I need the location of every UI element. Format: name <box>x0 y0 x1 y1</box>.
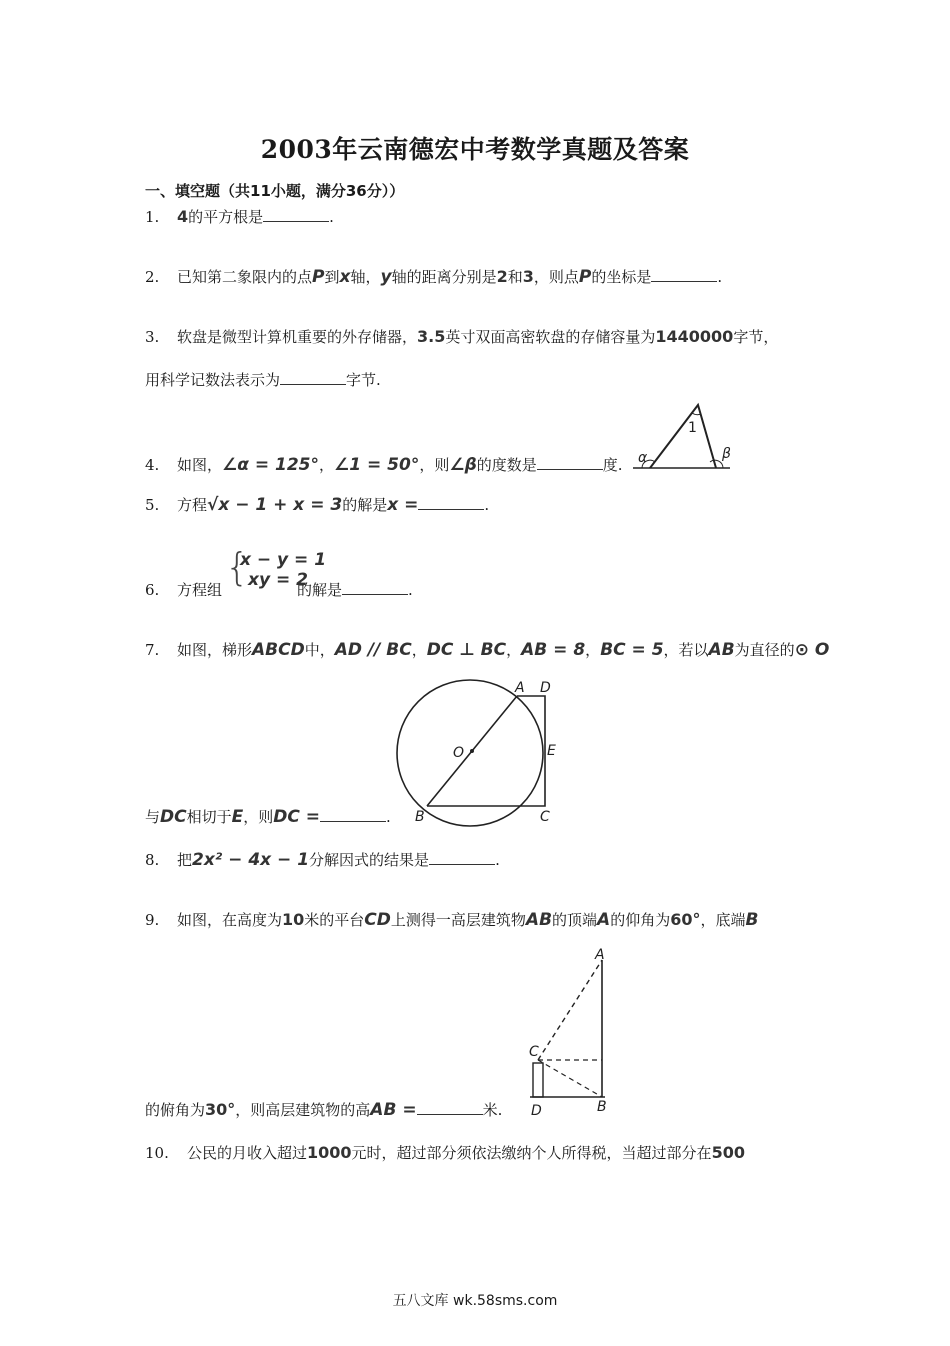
question-text: 方程组 <box>177 581 223 599</box>
question-2 <box>145 267 722 287</box>
math: BC = 5 <box>600 640 664 660</box>
math: 10 <box>282 910 305 929</box>
question-text: ， <box>506 641 522 659</box>
question-text: 英寸双面高密软盘的存储容量为 <box>445 328 656 346</box>
triangle <box>650 405 716 468</box>
question-text: 的仰角为 <box>610 911 671 929</box>
math: 1000 <box>307 1143 352 1162</box>
question-text: . <box>484 496 490 514</box>
question-text: 的坐标是 <box>591 268 652 286</box>
question-text: . <box>495 851 500 869</box>
question-text: 如图，在高度为 <box>177 911 283 929</box>
question-number: 9. <box>145 911 160 929</box>
math: E <box>231 807 244 827</box>
question-text: 轴， <box>350 268 381 286</box>
question-text: . <box>717 268 723 286</box>
question-text: 相切于 <box>186 808 232 826</box>
question-text: 元时，超过部分须依法缴纳个人所得税，当超过部分在 <box>351 1144 712 1162</box>
question-number: 10. <box>145 1144 169 1162</box>
line-of-sight-up <box>538 960 602 1060</box>
math: DC = <box>273 807 321 827</box>
label-1: 1 <box>688 420 697 436</box>
answer-blank <box>418 495 484 510</box>
question-number: 2. <box>145 268 160 286</box>
math: ∠1 = 50° <box>334 455 420 475</box>
triangle-figure <box>630 400 735 475</box>
math: AB = <box>370 1100 417 1120</box>
answer-blank <box>263 207 329 222</box>
line-of-sight-down <box>538 1060 602 1097</box>
question-text: ，则高层建筑物的高 <box>235 1101 371 1119</box>
question-text: ，则点 <box>533 268 579 286</box>
footer-watermark: 五八文库 wk.58sms.com <box>392 1293 558 1309</box>
label-beta: β <box>722 446 731 462</box>
question-text: . <box>386 808 391 826</box>
question-text: 度. <box>602 456 623 474</box>
math: B <box>745 910 759 930</box>
question-number: 5. <box>145 496 160 514</box>
question-text: ，则 <box>419 456 450 474</box>
label-alpha: α <box>638 450 648 466</box>
question-text: 字节， <box>733 328 779 346</box>
math: ∠β <box>449 455 477 475</box>
math: A <box>597 910 611 930</box>
platform-cd <box>533 1063 543 1097</box>
question-number: 7. <box>145 641 160 659</box>
math: 2 <box>496 267 508 286</box>
question-text: 的顶端 <box>552 911 598 929</box>
answer-blank <box>429 850 495 865</box>
math: y <box>380 267 392 287</box>
answer-blank <box>320 807 386 822</box>
question-text: 轴的距离分别是 <box>391 268 497 286</box>
label-b: B <box>415 809 425 825</box>
math: 4 <box>177 207 189 226</box>
label-a: A <box>595 947 605 963</box>
math: 3 <box>522 267 534 286</box>
question-text: ， <box>319 456 335 474</box>
question-text: ，底端 <box>700 911 746 929</box>
question-9 <box>145 910 758 930</box>
question-text: 字节. <box>346 371 381 389</box>
question-text: 中， <box>304 641 335 659</box>
answer-blank <box>342 580 408 595</box>
question-text: 上测得一高层建筑物 <box>390 911 526 929</box>
question-number: 1. <box>145 208 160 226</box>
answer-blank <box>280 370 346 385</box>
question-text: 的解是 <box>297 581 343 599</box>
question-text: ，若以 <box>663 641 709 659</box>
math: 500 <box>711 1143 745 1162</box>
question-4 <box>145 455 623 475</box>
math: 1440000 <box>655 327 734 346</box>
answer-blank <box>537 455 603 470</box>
question-text: 的俯角为 <box>145 1101 206 1119</box>
question-number: 3. <box>145 328 160 346</box>
math: P <box>312 267 325 287</box>
question-1 <box>145 207 334 227</box>
question-text: 如图，梯形 <box>177 641 253 659</box>
question-9-line-2 <box>145 1100 502 1120</box>
math: AD // BC <box>334 640 412 660</box>
question-text: 公民的月收入超过 <box>187 1144 308 1162</box>
math: AB <box>708 640 735 660</box>
question-text: 把 <box>177 851 193 869</box>
question-10 <box>145 1143 745 1163</box>
label-e: E <box>547 743 556 759</box>
question-text: ， <box>585 641 601 659</box>
question-text: 米. <box>482 1101 503 1119</box>
question-text: . <box>408 581 413 599</box>
brace: { <box>225 545 250 589</box>
center-point <box>470 749 474 753</box>
answer-blank <box>417 1100 483 1115</box>
math: AB <box>525 910 553 930</box>
question-number: 8. <box>145 851 160 869</box>
question-number: 6. <box>145 581 160 599</box>
question-text: 到 <box>324 268 340 286</box>
question-number: 4. <box>145 456 160 474</box>
label-o: O <box>453 745 465 761</box>
label-b: B <box>597 1099 607 1115</box>
question-text: 为直径的 <box>734 641 795 659</box>
math: ABCD <box>252 640 305 660</box>
question-text: 和 <box>507 268 523 286</box>
math: 60° <box>670 910 701 929</box>
math: √x − 1 + x = 3 <box>207 495 343 515</box>
question-text: 用科学记数法表示为 <box>145 371 281 389</box>
question-text: 方程 <box>177 496 208 514</box>
label-c: C <box>540 809 550 825</box>
trapezoid <box>427 696 545 806</box>
building-figure <box>525 945 615 1120</box>
math: DC <box>160 807 187 827</box>
question-text: 的度数是 <box>476 456 537 474</box>
question-text: 的解是 <box>342 496 388 514</box>
equation-1: x − y = 1 <box>240 550 327 570</box>
question-text: 米的平台 <box>304 911 365 929</box>
math: CD <box>364 910 391 930</box>
question-text: ，则 <box>243 808 274 826</box>
math: P <box>578 267 592 287</box>
question-7-line-2 <box>145 807 391 827</box>
label-d: D <box>531 1103 542 1119</box>
math: x <box>339 267 351 287</box>
question-text: 分解因式的结果是 <box>309 851 430 869</box>
math: ⊙ O <box>794 640 830 660</box>
question-text: . <box>329 208 334 226</box>
math: 2x² − 4x − 1 <box>192 850 310 870</box>
question-text: 已知第二象限内的点 <box>177 268 313 286</box>
math: ∠α = 125° <box>222 455 320 475</box>
math: x = <box>387 495 419 515</box>
question-5 <box>145 495 489 515</box>
answer-blank <box>651 267 717 282</box>
question-text: 如图， <box>177 456 223 474</box>
question-text: ， <box>411 641 427 659</box>
question-3 <box>145 327 778 347</box>
label-d: D <box>540 680 551 696</box>
math: 3.5 <box>417 327 446 346</box>
math: DC ⊥ BC <box>426 640 507 660</box>
label-c: C <box>529 1044 539 1060</box>
question-8 <box>145 850 500 870</box>
question-text: 的平方根是 <box>188 208 264 226</box>
question-3-line-2 <box>145 370 381 390</box>
circle-trapezoid-figure <box>395 678 570 830</box>
page-title: 2003年云南德宏中考数学真题及答案 <box>260 135 690 164</box>
question-text: 软盘是微型计算机重要的外存储器， <box>177 328 418 346</box>
question-text: 与 <box>145 808 161 826</box>
math: AB = 8 <box>521 640 586 660</box>
math: 30° <box>205 1100 236 1119</box>
equation-2: xy = 2 <box>248 570 308 590</box>
label-a: A <box>515 680 525 696</box>
section-heading: 一、填空题（共11小题，满分36分）） <box>145 182 405 200</box>
question-7 <box>145 640 829 660</box>
